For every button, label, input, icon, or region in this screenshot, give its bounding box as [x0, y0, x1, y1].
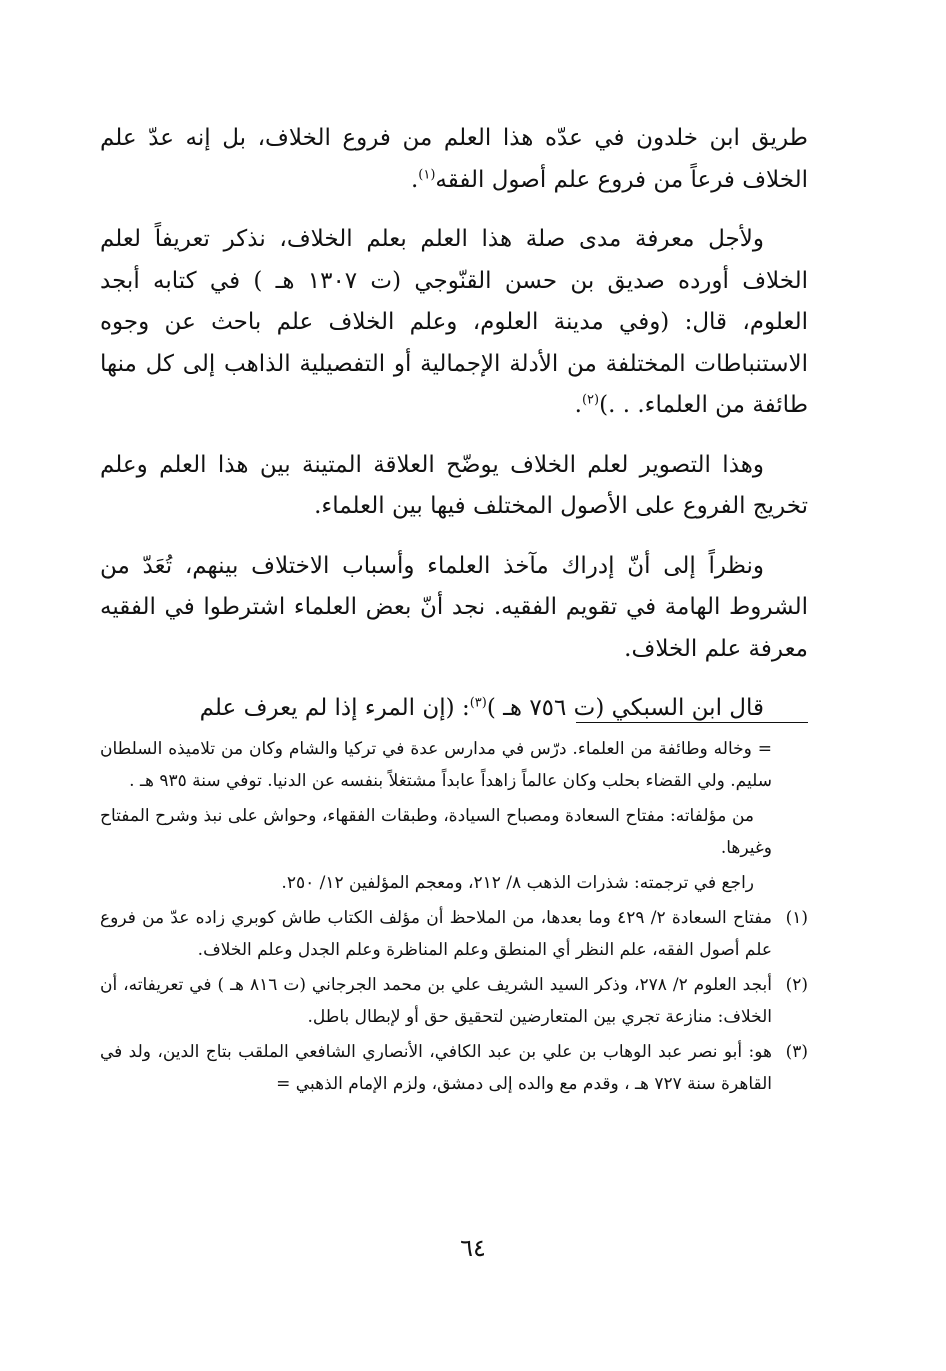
footnote-1: [100, 902, 808, 966]
footnote-text: هو: أبو نصر عبد الوهاب بن علي بن عبد الكافي، الأنصاري الشافعي الملقب بتاج الدين، ولد في القاهرة سنة ٧٢٧ هـ ، وقدم مع والده إلى دمشق، ولزم الإمام الذهبي =: [100, 1042, 772, 1094]
footnote-ref-1: (١): [418, 166, 436, 182]
paragraph-2: ولأجل معرفة مدى صلة هذا العلم بعلم الخلاف، نذكر تعريفاً لعلم الخلاف أورده صديق بن حسن القنّوجي (ت ١٣٠٧ هـ ) في كتابه أبجد العلوم، قال: (وفي مدينة العلوم، وعلم الخلاف علم باحث عن وجوه الاستنباطات المختلفة من الأدلة الإجمالية أو التفصيلية الذاهب إلى كل منها طائفة من العلماء. . .)$^{(٢)}$.: [100, 226, 809, 418]
main-text: [100, 118, 808, 748]
footnote-text: أبجد العلوم ٢/ ٢٧٨، وذكر السيد الشريف علي بن محمد الجرجاني (ت ٨١٦ هـ ) في تعريفاته، أن الخلاف: منازعة تجري بين المتعارضين لتحقيق حق أو لإبطال باطل.: [100, 975, 773, 1027]
footnote-number: (٣): [785, 1042, 808, 1062]
footnote-number: (٢): [785, 975, 808, 995]
footnote-3: [100, 1036, 808, 1100]
footnote-separator: [576, 722, 808, 723]
footnote-continuation-works: من مؤلفاته: مفتاح السعادة ومصباح السيادة، وطبقات الفقهاء، وحواش على نبذ وشرح المفتاح وغيرها.: [100, 806, 772, 858]
footnotes: [100, 733, 808, 1103]
footnote-ref-2: (٢): [581, 392, 600, 408]
page-number: ٦٤: [460, 1234, 486, 1262]
footnote-continuation-sources: راجع في ترجمته: شذرات الذهب ٨/ ٢١٢، ومعجم المؤلفين ١٢/ ٢٥٠.: [281, 873, 754, 893]
paragraph-3: وهذا التصوير لعلم الخلاف يوضّح العلاقة المتينة بين هذا العلم وعلم تخريج الفروع على الأصول المختلف فيها بين العلماء.: [100, 451, 808, 519]
footnote-text: مفتاح السعادة ٢/ ٤٢٩ وما بعدها، من الملاحظ أن مؤلف الكتاب طاش كوبري زاده عدّ من فروع علم أصول الفقه، علم النظر أي المنطق وعلم المناظرة وعلم الجدل وعلم الخلاف.: [100, 908, 772, 960]
footnote-2: [100, 969, 808, 1033]
paragraph-5: قال ابن السبكي (ت ٧٥٦ هـ )$^{(٣)}$: (إن المرء إذا لم يعرف علم: [199, 695, 764, 721]
footnote-continuation: = وخاله وطائفة من العلماء. درّس في مدارس عدة في تركيا والشام وكان من تلاميذه السلطان سليم. ولي القضاء بحلب وكان عالماً زاهداً عابداً مشتغلاً بنفسه عن الدنيا. توفي سنة ٩٣٥ هـ .: [100, 739, 772, 791]
paragraph-1: طريق ابن خلدون في عدّه هذا العلم من فروع الخلاف، بل إنه عدّ علم الخلاف فرعاً من فروع علم أصول الفقه$^{(١)}$.: [100, 125, 808, 193]
footnote-ref-3: (٣): [469, 695, 487, 711]
paragraph-4: ونظراً إلى أنّ إدراك مآخذ العلماء وأسباب الاختلاف بينهم، تُعَدّ من الشروط الهامة في تقويم الفقيه. نجد أنّ بعض العلماء اشترطوا في الفقيه معرفة علم الخلاف.: [100, 552, 808, 662]
footnote-number: (١): [785, 908, 808, 928]
